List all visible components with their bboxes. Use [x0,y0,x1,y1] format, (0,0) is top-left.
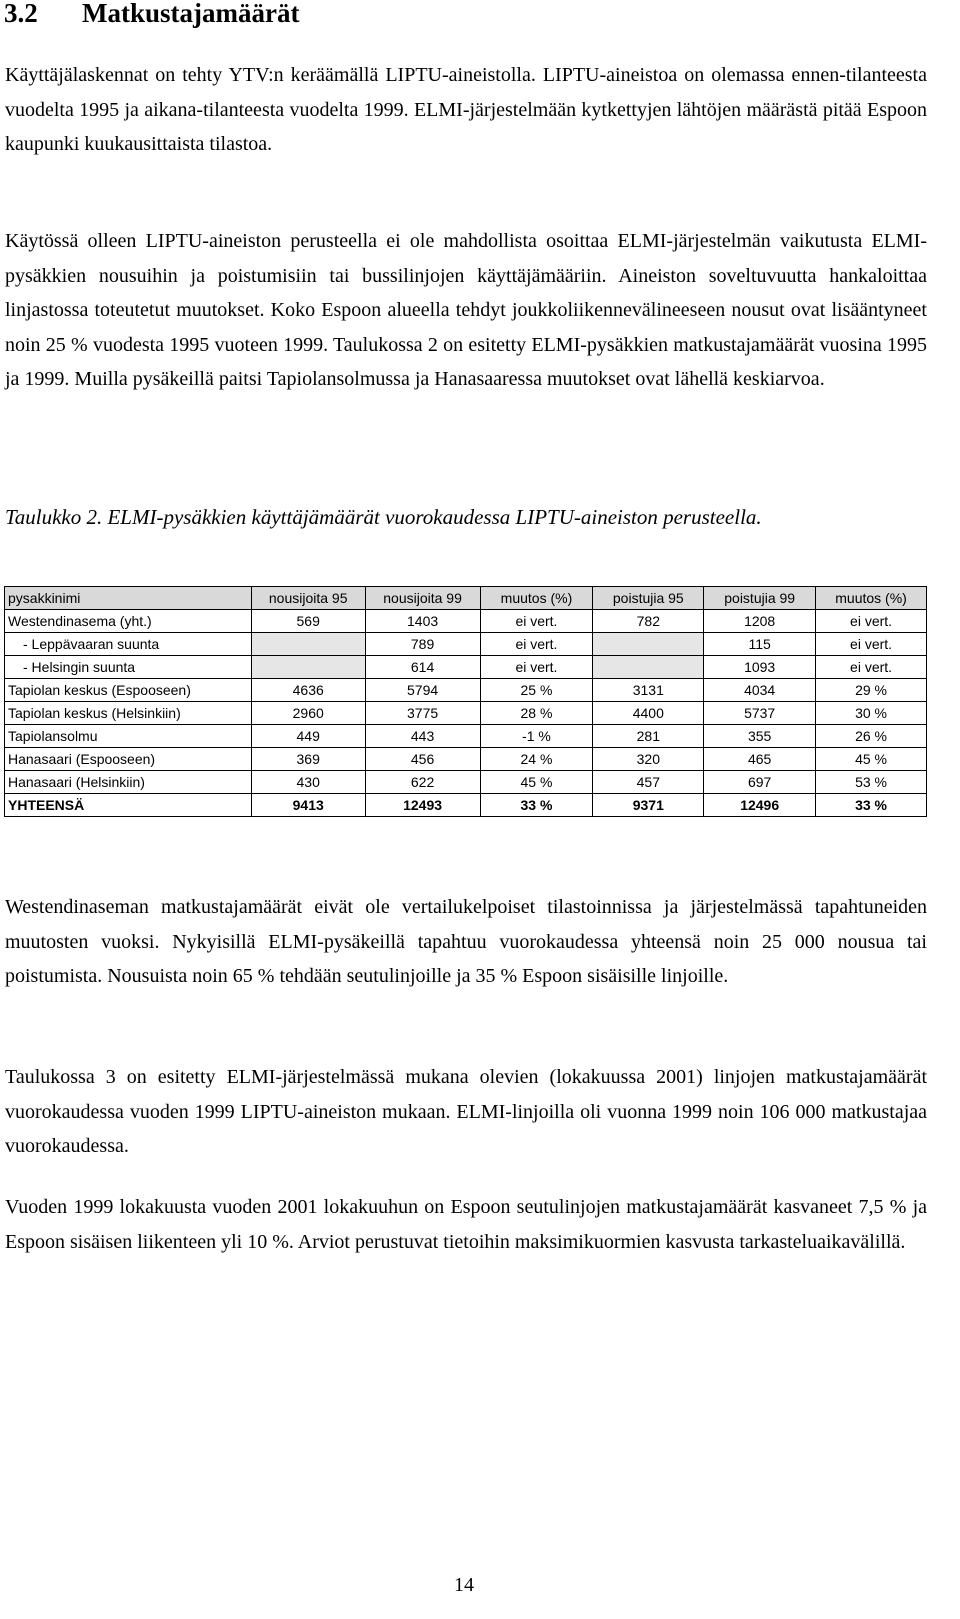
stop-name-cell: Hanasaari (Espooseen) [5,748,252,771]
table-cell: 12493 [365,794,480,817]
table-cell: 5737 [704,702,816,725]
table-cell: 1403 [365,610,480,633]
table-cell: 1208 [704,610,816,633]
stop-name-cell: Tapiolan keskus (Helsinkiin) [5,702,252,725]
table-cell: 1093 [704,656,816,679]
table-cell: 3131 [593,679,704,702]
paragraph-westend-note: Westendinaseman matkustajamäärät eivät ole vertailukelpoiset tilastoinnissa ja järjestelmässä tapahtuneiden muutosten vuoksi. Nykyisillä ELMI-pysäkeillä tapahtuu vuorokaudessa yhteensä noin 25 000 nousua tai poistumista. Nousuista noin 65 % tehdään seutulinjoille ja 35 % Espoon sisäisille linjoille. [5,896,927,987]
table-cell: ei vert. [480,610,593,633]
table-cell: 9413 [251,794,365,817]
column-header: poistujia 95 [593,587,704,610]
table-cell: 25 % [480,679,593,702]
table-cell: 29 % [816,679,927,702]
table-row [5,656,927,679]
table-cell: 2960 [251,702,365,725]
paragraph-growth: Vuoden 1999 lokakuusta vuoden 2001 lokakuuhun on Espoon seutulinjojen matkustajamäärät kasvaneet 7,5 % ja Espoon sisäisen liikenteen yli 10 %. Arviot perustuvat tietoihin maksimikuormien kasvusta tarkasteluaikavälillä. [5,1196,927,1253]
table-row [5,633,927,656]
table-cell: 3775 [365,702,480,725]
table-cell: 53 % [816,771,927,794]
stop-name-cell: Westendinasema (yht.) [5,610,252,633]
table-cell: 430 [251,771,365,794]
section-heading [4,0,299,29]
table-header-row [5,587,927,610]
column-header: muutos (%) [480,587,593,610]
table-row [5,748,927,771]
column-header: nousijoita 99 [365,587,480,610]
column-header: pysakkinimi [5,587,252,610]
table-row [5,610,927,633]
table-cell: 115 [704,633,816,656]
stop-name-cell: Tapiolansolmu [5,725,252,748]
table-cell: ei vert. [816,633,927,656]
empty-cell [251,633,365,656]
table-cell: 45 % [816,748,927,771]
table-cell: 465 [704,748,816,771]
stop-name-cell: Tapiolan keskus (Espooseen) [5,679,252,702]
table-cell: 789 [365,633,480,656]
table-cell: 782 [593,610,704,633]
table-cell: 457 [593,771,704,794]
paragraph-data-collection: Käyttäjälaskennat on tehty YTV:n keräämällä LIPTU-aineistolla. LIPTU-aineistoa on olemassa ennen-tilanteesta vuodelta 1995 ja aikana-tilanteesta vuodelta 1999. ELMI-järjestelmään kytkettyjen lähtöjen määrästä pitää Espoon kaupunki kuukausittaista tilastoa. [5,64,927,155]
table-cell: 33 % [816,794,927,817]
table-cell: 281 [593,725,704,748]
table-cell: ei vert. [816,656,927,679]
table-row [5,771,927,794]
table-cell: 449 [251,725,365,748]
page-number: 14 [454,1574,474,1596]
stop-name-cell: - Leppävaaran suunta [5,633,252,656]
table-cell: -1 % [480,725,593,748]
table-cell: 4400 [593,702,704,725]
column-header: muutos (%) [816,587,927,610]
table-cell: 5794 [365,679,480,702]
empty-cell [251,656,365,679]
section-number: 3.2 [4,0,38,28]
table-cell: 456 [365,748,480,771]
stop-name-cell: Hanasaari (Helsinkiin) [5,771,252,794]
table-cell: 12496 [704,794,816,817]
table-cell: 4636 [251,679,365,702]
table-cell: 4034 [704,679,816,702]
table-row [5,725,927,748]
table-cell: ei vert. [480,633,593,656]
table-total-row [5,794,927,817]
table-cell: ei vert. [816,610,927,633]
empty-cell [593,633,704,656]
table-cell: 28 % [480,702,593,725]
empty-cell [593,656,704,679]
paragraph-liptu-limitations: Käytössä olleen LIPTU-aineiston perusteella ei ole mahdollista osoittaa ELMI-järjestelmän vaikutusta ELMI-pysäkkien nousuihin ja poistumisiin tai bussilinjojen käyttäjämääriin. Aineiston soveltuvuutta hankaloittaa linjastossa toteutetut muutokset. Koko Espoon alueella tehdyt joukkoliikennevälineeseen nousut ovat lisääntyneet noin 25 % vuodesta 1995 vuoteen 1999. Taulukossa 2 on esitetty ELMI-pysäkkien matkustajamäärät vuosina 1995 ja 1999. Muilla pysäkeillä paitsi Tapiolansolmussa ja Hanasaaressa muutokset ovat lähellä keskiarvoa. [5,230,927,390]
table-cell: 569 [251,610,365,633]
paragraph-table3-intro: Taulukossa 3 on esitetty ELMI-järjestelmässä mukana olevien (lokakuussa 2001) linjojen matkustajamäärät vuorokaudessa vuoden 1999 LIPTU-aineiston mukaan. ELMI-linjoilla oli vuonna 1999 noin 106 000 matkustajaa vuorokaudessa. [5,1066,927,1157]
column-header: nousijoita 95 [251,587,365,610]
table-cell: 30 % [816,702,927,725]
column-header: poistujia 99 [704,587,816,610]
table-cell: 622 [365,771,480,794]
table-cell: 320 [593,748,704,771]
total-label-cell: YHTEENSÄ [5,794,252,817]
table-cell: 24 % [480,748,593,771]
table-row [5,702,927,725]
table-cell: 355 [704,725,816,748]
passenger-table [4,586,927,817]
table-cell: 33 % [480,794,593,817]
table-cell: 369 [251,748,365,771]
section-title: Matkustajamäärät [82,0,300,28]
table-caption: Taulukko 2. ELMI-pysäkkien käyttäjämäärät vuorokaudessa LIPTU-aineiston perusteella. [5,505,762,529]
table-cell: 45 % [480,771,593,794]
table-cell: 697 [704,771,816,794]
table-cell: 9371 [593,794,704,817]
table-cell: ei vert. [480,656,593,679]
table-cell: 614 [365,656,480,679]
table-cell: 443 [365,725,480,748]
table-cell: 26 % [816,725,927,748]
table-row [5,679,927,702]
stop-name-cell: - Helsingin suunta [5,656,252,679]
